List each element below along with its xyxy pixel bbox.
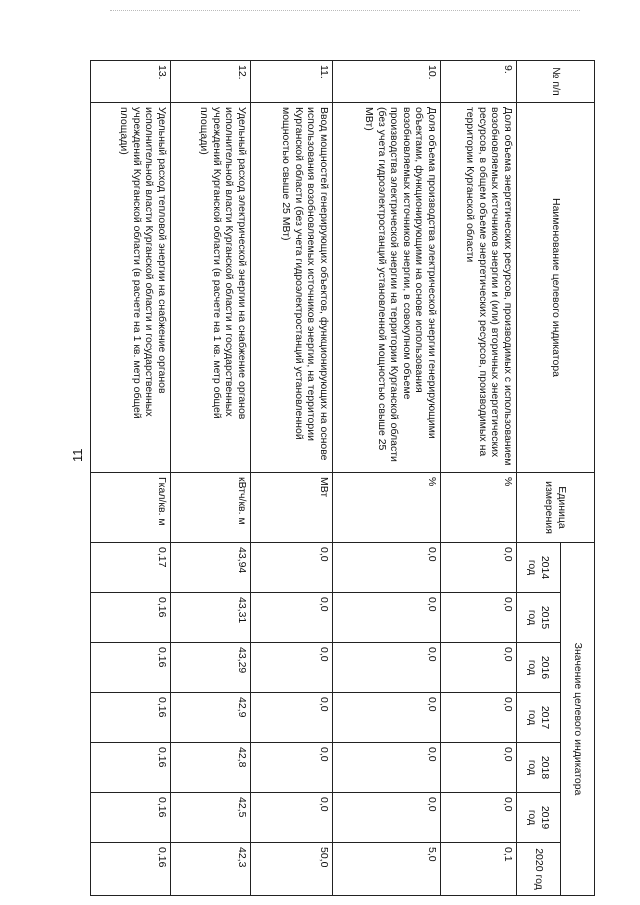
- indicator-value: 5,0: [333, 843, 441, 896]
- indicator-value: 0,0: [251, 743, 333, 793]
- table-row: [91, 61, 171, 896]
- indicator-value: 0,0: [441, 543, 517, 593]
- indicator-value: 0,16: [91, 793, 171, 843]
- indicator-value: 43,31: [171, 593, 251, 643]
- indicator-value: 0,0: [251, 593, 333, 643]
- indicator-value: 0,0: [441, 593, 517, 643]
- indicator-unit: Гкал/кв. м: [91, 473, 171, 543]
- header-year: 2017 год: [517, 693, 561, 743]
- row-number: 10.: [333, 61, 441, 103]
- indicator-value: 42,9: [171, 693, 251, 743]
- indicator-value: 0,0: [333, 643, 441, 693]
- indicator-value: 42,5: [171, 793, 251, 843]
- indicator-value: 50,0: [251, 843, 333, 896]
- indicator-value: 0,17: [91, 543, 171, 593]
- indicator-value: 0,16: [91, 743, 171, 793]
- indicator-value: 0,0: [251, 793, 333, 843]
- row-number: 13.: [91, 61, 171, 103]
- row-number: 12.: [171, 61, 251, 103]
- indicator-sheet: [90, 60, 595, 895]
- indicator-value: 0,0: [333, 793, 441, 843]
- indicator-name: Доля объема производства электрической энергии генерирующими объектами, функционирующими на основе использования возобновляемых источников энергии, в совокупном объеме производства электрической энергии на территории Курганской области (без учета гидроэлектростанций установленной мощностью свыше 25 МВт): [333, 103, 441, 473]
- indicator-value: 0,0: [333, 543, 441, 593]
- header-values: Значение целевого индикатора: [561, 543, 595, 896]
- indicator-value: 0,0: [333, 693, 441, 743]
- indicator-value: 0,16: [91, 843, 171, 896]
- indicator-value: 0,1: [441, 843, 517, 896]
- indicator-value: 0,0: [441, 643, 517, 693]
- header-unit: Единица измерения: [517, 473, 595, 543]
- indicator-value: 0,0: [251, 643, 333, 693]
- indicator-value: 0,0: [441, 693, 517, 743]
- indicator-value: 0,16: [91, 693, 171, 743]
- page-number: 11: [70, 448, 85, 462]
- indicator-unit: %: [441, 473, 517, 543]
- indicator-unit: %: [333, 473, 441, 543]
- header-year: 2018 год: [517, 743, 561, 793]
- header-year: 2014 год: [517, 543, 561, 593]
- indicator-name: Удельный расход тепловой энергии на снабжение органов исполнительной власти Курганской области и государственных учреждений Курганской области (в расчете на 1 кв. метр общей площади): [91, 103, 171, 473]
- indicator-table: [90, 60, 595, 896]
- indicator-value: 0,16: [91, 593, 171, 643]
- indicator-unit: кВтч/кв. м: [171, 473, 251, 543]
- row-number: 11.: [251, 61, 333, 103]
- indicator-value: 0,0: [441, 743, 517, 793]
- indicator-value: 0,0: [333, 593, 441, 643]
- indicator-value: 0,0: [251, 543, 333, 593]
- header-year: 2015 год: [517, 593, 561, 643]
- indicator-value: 43,29: [171, 643, 251, 693]
- header-no: № п/п: [517, 61, 595, 103]
- indicator-value: 0,0: [251, 693, 333, 743]
- header-year: 2019 год: [517, 793, 561, 843]
- scan-artifact: [110, 10, 580, 13]
- indicator-value: 0,0: [333, 743, 441, 793]
- header-name: Наименование целевого индикатора: [517, 103, 595, 473]
- indicator-value: 43,94: [171, 543, 251, 593]
- indicator-name: Доля объема энергетических ресурсов, производимых с использованием возобновляемых источников энергии и (или) вторичных энергетических ресурсов, в общем объеме энергетических ресурсов, производимых на территории Курганской области: [441, 103, 517, 473]
- table-row: [251, 61, 333, 896]
- indicator-value: 42,8: [171, 743, 251, 793]
- indicator-value: 0,16: [91, 643, 171, 693]
- table-row: [171, 61, 251, 896]
- indicator-unit: МВт: [251, 473, 333, 543]
- indicator-value: 42,3: [171, 843, 251, 896]
- table-row: [333, 61, 441, 896]
- header-year: 2020 год: [517, 843, 561, 896]
- row-number: 9.: [441, 61, 517, 103]
- indicator-name: Ввод мощностей генерирующих объектов, функционирующих на основе использования возобновляемых источников энергии, на территории Курганской области (без учета гидроэлектростанций установленной мощностью свыше 25 МВт): [251, 103, 333, 473]
- table-row: [441, 61, 517, 896]
- indicator-value: 0,0: [441, 793, 517, 843]
- header-year: 2016 год: [517, 643, 561, 693]
- indicator-name: Удельный расход электрической энергии на снабжение органов исполнительной власти Курганской области и государственных учреждений Курганской области (в расчете на 1 кв. метр общей площади): [171, 103, 251, 473]
